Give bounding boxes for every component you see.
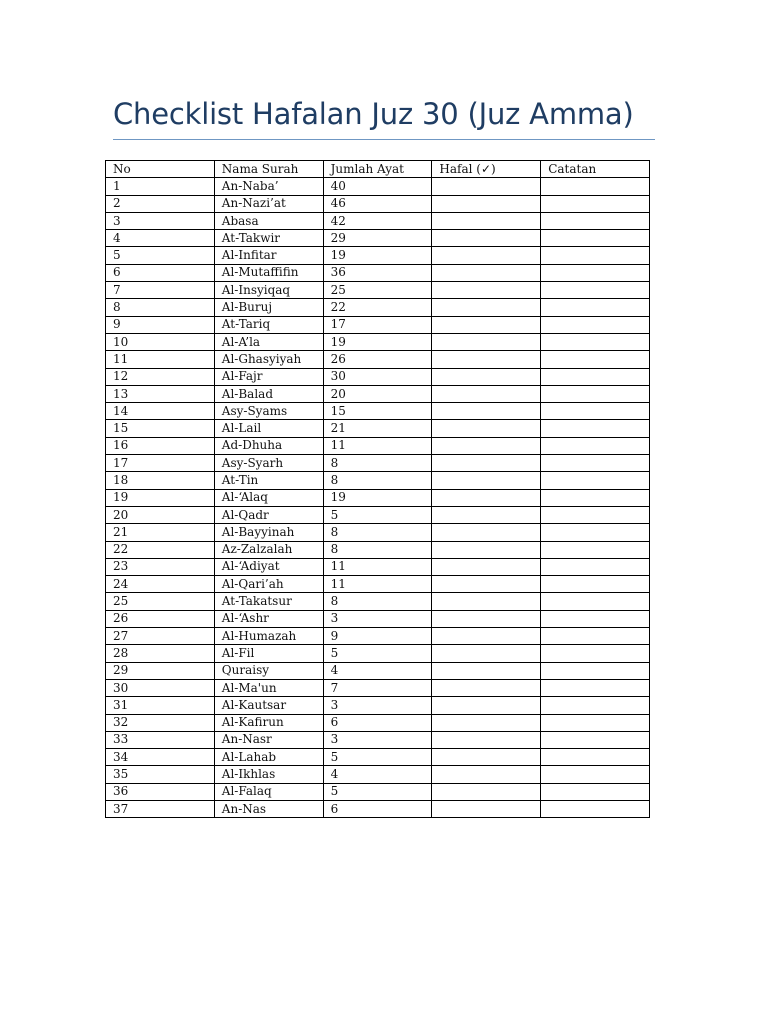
cell-hafal[interactable] [432,195,541,212]
cell-hafal[interactable] [432,576,541,593]
cell-hafal[interactable] [432,437,541,454]
cell-jumlah-ayat: 8 [323,524,432,541]
cell-hafal[interactable] [432,368,541,385]
cell-hafal[interactable] [432,333,541,350]
cell-no: 33 [106,731,215,748]
cell-hafal[interactable] [432,541,541,558]
cell-nama-surah: At-Takatsur [214,593,323,610]
table-row [106,195,650,212]
cell-catatan[interactable] [541,195,650,212]
cell-catatan[interactable] [541,212,650,229]
cell-jumlah-ayat: 11 [323,437,432,454]
cell-catatan[interactable] [541,731,650,748]
cell-nama-surah: Al-Ma'un [214,679,323,696]
table-row [106,697,650,714]
cell-no: 18 [106,472,215,489]
table-row [106,783,650,800]
table-row [106,679,650,696]
cell-jumlah-ayat: 25 [323,282,432,299]
checklist-table-body [106,161,650,818]
cell-no: 29 [106,662,215,679]
cell-jumlah-ayat: 19 [323,247,432,264]
cell-hafal[interactable] [432,264,541,281]
cell-jumlah-ayat: 11 [323,576,432,593]
cell-catatan[interactable] [541,697,650,714]
cell-catatan[interactable] [541,368,650,385]
cell-nama-surah: Al-Qadr [214,506,323,523]
cell-no: 3 [106,212,215,229]
cell-nama-surah: Al-Infitar [214,247,323,264]
cell-catatan[interactable] [541,541,650,558]
cell-nama-surah: Al-Balad [214,385,323,402]
table-row [106,714,650,731]
cell-nama-surah: Asy-Syams [214,403,323,420]
table-row [106,230,650,247]
cell-nama-surah: Az-Zalzalah [214,541,323,558]
cell-no: 25 [106,593,215,610]
cell-nama-surah: An-Nas [214,800,323,817]
cell-jumlah-ayat: 6 [323,800,432,817]
table-row [106,576,650,593]
cell-no: 11 [106,351,215,368]
table-row [106,766,650,783]
cell-catatan[interactable] [541,489,650,506]
table-row [106,628,650,645]
cell-nama-surah: Al-Fajr [214,368,323,385]
cell-nama-surah: Al-‘Ashr [214,610,323,627]
cell-no: 24 [106,576,215,593]
cell-jumlah-ayat: 19 [323,333,432,350]
cell-nama-surah: Al-Buruj [214,299,323,316]
cell-jumlah-ayat: 7 [323,679,432,696]
cell-jumlah-ayat: 5 [323,645,432,662]
table-row [106,610,650,627]
cell-hafal[interactable] [432,800,541,817]
cell-hafal[interactable] [432,247,541,264]
cell-no: 35 [106,766,215,783]
cell-no: 21 [106,524,215,541]
cell-no: 22 [106,541,215,558]
cell-no: 23 [106,558,215,575]
cell-no: 6 [106,264,215,281]
cell-jumlah-ayat: 8 [323,541,432,558]
cell-hafal[interactable] [432,212,541,229]
cell-no: 31 [106,697,215,714]
table-row [106,541,650,558]
cell-jumlah-ayat: 3 [323,731,432,748]
cell-jumlah-ayat: 19 [323,489,432,506]
cell-nama-surah: An-Naba’ [214,178,323,195]
cell-jumlah-ayat: 46 [323,195,432,212]
cell-hafal[interactable] [432,178,541,195]
table-row [106,524,650,541]
cell-catatan[interactable] [541,679,650,696]
cell-nama-surah: At-Tin [214,472,323,489]
table-row [106,662,650,679]
cell-catatan[interactable] [541,455,650,472]
cell-hafal[interactable] [432,610,541,627]
cell-no: 15 [106,420,215,437]
table-row [106,385,650,402]
cell-catatan[interactable] [541,524,650,541]
cell-jumlah-ayat: 5 [323,506,432,523]
cell-no: 34 [106,749,215,766]
cell-hafal[interactable] [432,731,541,748]
cell-hafal[interactable] [432,645,541,662]
cell-jumlah-ayat: 5 [323,783,432,800]
cell-catatan[interactable] [541,178,650,195]
table-row [106,351,650,368]
header-cell-hafal: Hafal (✓) [432,161,541,178]
cell-nama-surah: Quraisy [214,662,323,679]
cell-jumlah-ayat: 8 [323,455,432,472]
cell-jumlah-ayat: 5 [323,749,432,766]
cell-nama-surah: Al-‘Adiyat [214,558,323,575]
cell-catatan[interactable] [541,610,650,627]
header-cell-jumlah-ayat: Jumlah Ayat [323,161,432,178]
cell-catatan[interactable] [541,800,650,817]
cell-jumlah-ayat: 8 [323,593,432,610]
cell-hafal[interactable] [432,679,541,696]
table-row [106,472,650,489]
checklist-table [105,160,650,818]
title-underline [113,139,655,140]
cell-catatan[interactable] [541,558,650,575]
cell-jumlah-ayat: 20 [323,385,432,402]
header-cell-nama-surah: Nama Surah [214,161,323,178]
cell-jumlah-ayat: 3 [323,697,432,714]
table-row [106,247,650,264]
table-row [106,593,650,610]
cell-catatan[interactable] [541,403,650,420]
cell-jumlah-ayat: 36 [323,264,432,281]
cell-no: 1 [106,178,215,195]
cell-no: 16 [106,437,215,454]
cell-hafal[interactable] [432,766,541,783]
cell-jumlah-ayat: 3 [323,610,432,627]
cell-no: 10 [106,333,215,350]
cell-hafal[interactable] [432,420,541,437]
table-row [106,212,650,229]
cell-jumlah-ayat: 6 [323,714,432,731]
cell-jumlah-ayat: 4 [323,662,432,679]
cell-no: 32 [106,714,215,731]
cell-jumlah-ayat: 15 [323,403,432,420]
cell-hafal[interactable] [432,697,541,714]
cell-hafal[interactable] [432,628,541,645]
cell-catatan[interactable] [541,662,650,679]
table-row [106,645,650,662]
cell-hafal[interactable] [432,472,541,489]
table-row [106,558,650,575]
table-row [106,437,650,454]
cell-nama-surah: Al-A’la [214,333,323,350]
table-header-row [106,161,650,178]
cell-catatan[interactable] [541,766,650,783]
table-row [106,800,650,817]
cell-jumlah-ayat: 11 [323,558,432,575]
cell-catatan[interactable] [541,576,650,593]
cell-nama-surah: Al-Kautsar [214,697,323,714]
cell-catatan[interactable] [541,645,650,662]
cell-hafal[interactable] [432,282,541,299]
cell-hafal[interactable] [432,558,541,575]
cell-catatan[interactable] [541,282,650,299]
cell-catatan[interactable] [541,299,650,316]
cell-no: 8 [106,299,215,316]
cell-catatan[interactable] [541,506,650,523]
cell-nama-surah: Al-Lahab [214,749,323,766]
cell-nama-surah: Ad-Dhuha [214,437,323,454]
header-cell-no: No [106,161,215,178]
cell-no: 4 [106,230,215,247]
cell-hafal[interactable] [432,403,541,420]
table-row [106,282,650,299]
cell-nama-surah: Al-Lail [214,420,323,437]
table-row [106,506,650,523]
cell-catatan[interactable] [541,351,650,368]
cell-hafal[interactable] [432,489,541,506]
cell-jumlah-ayat: 9 [323,628,432,645]
cell-nama-surah: At-Takwir [214,230,323,247]
cell-catatan[interactable] [541,420,650,437]
cell-no: 9 [106,316,215,333]
header-cell-catatan: Catatan [541,161,650,178]
cell-nama-surah: An-Nasr [214,731,323,748]
cell-nama-surah: Al-Qari’ah [214,576,323,593]
cell-jumlah-ayat: 8 [323,472,432,489]
cell-no: 7 [106,282,215,299]
cell-hafal[interactable] [432,455,541,472]
cell-no: 26 [106,610,215,627]
cell-nama-surah: Al-Bayyinah [214,524,323,541]
cell-no: 28 [106,645,215,662]
cell-catatan[interactable] [541,593,650,610]
cell-nama-surah: Al-Falaq [214,783,323,800]
cell-no: 36 [106,783,215,800]
table-row [106,731,650,748]
table-row [106,333,650,350]
cell-hafal[interactable] [432,506,541,523]
cell-jumlah-ayat: 29 [323,230,432,247]
cell-catatan[interactable] [541,247,650,264]
cell-hafal[interactable] [432,662,541,679]
cell-hafal[interactable] [432,316,541,333]
cell-no: 27 [106,628,215,645]
cell-jumlah-ayat: 40 [323,178,432,195]
cell-catatan[interactable] [541,333,650,350]
cell-hafal[interactable] [432,351,541,368]
cell-hafal[interactable] [432,783,541,800]
cell-no: 17 [106,455,215,472]
cell-catatan[interactable] [541,316,650,333]
cell-jumlah-ayat: 26 [323,351,432,368]
cell-nama-surah: An-Nazi’at [214,195,323,212]
cell-jumlah-ayat: 42 [323,212,432,229]
table-row [106,455,650,472]
cell-hafal[interactable] [432,749,541,766]
cell-jumlah-ayat: 22 [323,299,432,316]
cell-catatan[interactable] [541,385,650,402]
cell-nama-surah: Al-Insyiqaq [214,282,323,299]
table-row [106,420,650,437]
cell-nama-surah: Al-Ghasyiyah [214,351,323,368]
page-title: Checklist Hafalan Juz 30 (Juz Amma) [113,97,634,131]
cell-no: 19 [106,489,215,506]
cell-catatan[interactable] [541,230,650,247]
cell-catatan[interactable] [541,437,650,454]
cell-no: 13 [106,385,215,402]
cell-catatan[interactable] [541,749,650,766]
table-row [106,749,650,766]
cell-no: 20 [106,506,215,523]
cell-hafal[interactable] [432,299,541,316]
cell-catatan[interactable] [541,472,650,489]
cell-hafal[interactable] [432,714,541,731]
cell-hafal[interactable] [432,593,541,610]
cell-catatan[interactable] [541,714,650,731]
table-row [106,299,650,316]
table-row [106,489,650,506]
table-row [106,403,650,420]
table-row [106,316,650,333]
cell-no: 5 [106,247,215,264]
table-row [106,178,650,195]
cell-jumlah-ayat: 17 [323,316,432,333]
table-row [106,264,650,281]
cell-no: 37 [106,800,215,817]
cell-nama-surah: At-Tariq [214,316,323,333]
cell-no: 12 [106,368,215,385]
cell-nama-surah: Al-‘Alaq [214,489,323,506]
cell-jumlah-ayat: 4 [323,766,432,783]
cell-hafal[interactable] [432,230,541,247]
cell-nama-surah: Al-Ikhlas [214,766,323,783]
cell-hafal[interactable] [432,524,541,541]
cell-nama-surah: Abasa [214,212,323,229]
cell-jumlah-ayat: 30 [323,368,432,385]
cell-no: 30 [106,679,215,696]
cell-no: 14 [106,403,215,420]
cell-catatan[interactable] [541,783,650,800]
cell-no: 2 [106,195,215,212]
cell-catatan[interactable] [541,628,650,645]
cell-nama-surah: Al-Mutaffifin [214,264,323,281]
cell-nama-surah: Al-Fil [214,645,323,662]
cell-catatan[interactable] [541,264,650,281]
cell-nama-surah: Al-Kafirun [214,714,323,731]
cell-nama-surah: Al-Humazah [214,628,323,645]
cell-hafal[interactable] [432,385,541,402]
cell-nama-surah: Asy-Syarh [214,455,323,472]
table-row [106,368,650,385]
cell-jumlah-ayat: 21 [323,420,432,437]
